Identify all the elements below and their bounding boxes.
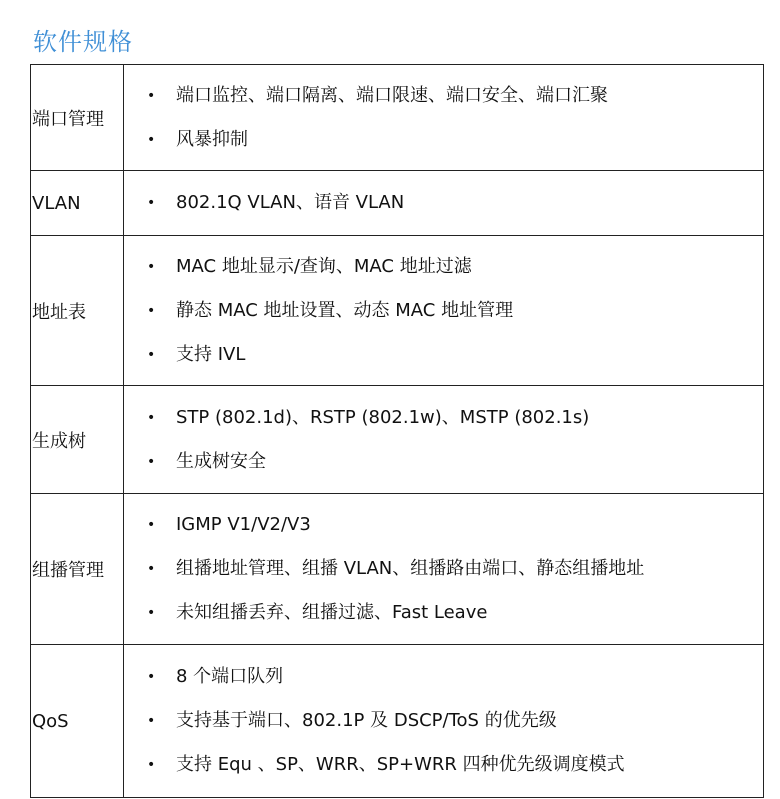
spec-row-spanning-tree	[31, 386, 764, 494]
spec-label: 生成树	[31, 386, 124, 494]
spec-label: QoS	[31, 645, 124, 798]
spec-label: 组播管理	[31, 494, 124, 645]
spec-label: VLAN	[31, 171, 124, 236]
spec-content	[124, 236, 764, 386]
spec-content	[124, 65, 764, 171]
spec-content	[124, 645, 764, 798]
spec-row-multicast	[31, 494, 764, 645]
spec-item: • 802.1Q VLAN、语音 VLAN	[124, 181, 753, 225]
spec-item-list	[124, 655, 753, 787]
spec-item: • IGMP V1/V2/V3	[124, 503, 753, 547]
spec-item: • STP (802.1d)、RSTP (802.1w)、MSTP (802.1s)	[124, 396, 753, 440]
spec-item: • 支持基于端口、802.1P 及 DSCP/ToS 的优先级	[124, 699, 753, 743]
spec-item: • 支持 Equ 、SP、WRR、SP+WRR 四种优先级调度模式	[124, 743, 753, 787]
spec-row-vlan	[31, 171, 764, 236]
spec-item: • 8 个端口队列	[124, 655, 753, 699]
spec-content	[124, 494, 764, 645]
spec-item: • MAC 地址显示/查询、MAC 地址过滤	[124, 245, 753, 289]
spec-item: • 组播地址管理、组播 VLAN、组播路由端口、静态组播地址	[124, 547, 753, 591]
spec-content	[124, 386, 764, 494]
spec-item: • 风暴抑制	[124, 118, 753, 162]
spec-item-list	[124, 245, 753, 377]
spec-row-qos	[31, 645, 764, 798]
spec-item: • 支持 IVL	[124, 333, 753, 377]
spec-item: • 未知组播丢弃、组播过滤、Fast Leave	[124, 591, 753, 635]
spec-item-list	[124, 74, 753, 162]
spec-label: 端口管理	[31, 65, 124, 171]
section-title: 软件规格	[33, 28, 133, 57]
spec-row-port-management	[31, 65, 764, 171]
spec-item: • 生成树安全	[124, 440, 753, 484]
spec-row-address-table	[31, 236, 764, 386]
spec-item-list	[124, 181, 753, 225]
spec-content	[124, 171, 764, 236]
spec-item: • 端口监控、端口隔离、端口限速、端口安全、端口汇聚	[124, 74, 753, 118]
spec-item: • 静态 MAC 地址设置、动态 MAC 地址管理	[124, 289, 753, 333]
spec-table	[30, 64, 764, 798]
spec-item-list	[124, 396, 753, 484]
spec-item-list	[124, 503, 753, 635]
spec-label: 地址表	[31, 236, 124, 386]
